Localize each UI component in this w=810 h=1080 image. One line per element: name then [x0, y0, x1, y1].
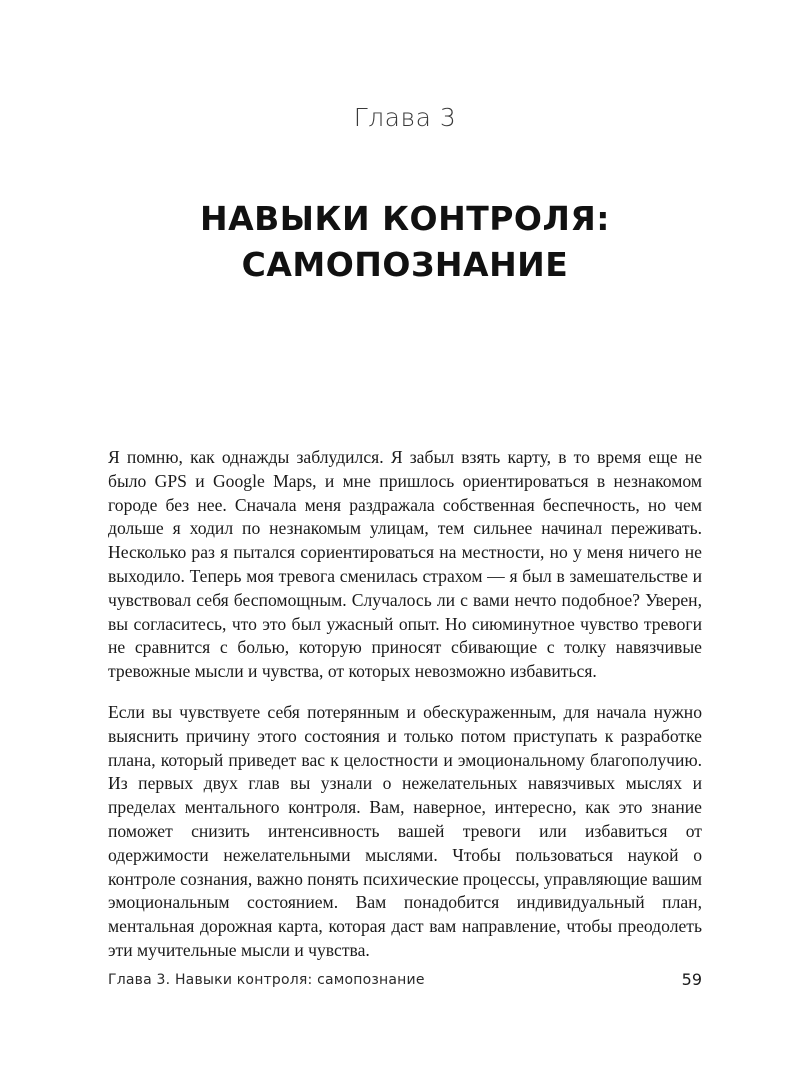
paragraph-1: Я помню, как однажды заблудился. Я забыл взять карту, в то время еще не было GPS и Google Maps, и мне пришлось ориентироваться в незнакомом городе без нее. Сначала меня раздражала собственная беспечность, но чем дольше я ходил по незнакомым улицам, тем сильнее начинал переживать. Несколько раз я пытался сориентироваться на местности, но у меня ничего не выходило. Теперь моя тревога сменилась страхом — я был в замешательстве и чувствовал себя беспомощным. Случалось ли с вами нечто подобное? Уверен, вы согласитесь, что это был ужасный опыт. Но сиюминутное чувство тревоги не сравнится с болью, которую приносят сбивающие с толку навязчивые тревожные мысли и чувства, от которых невозможно избавиться.: [108, 447, 702, 682]
chapter-title-line-1: НАВЫКИ КОНТРОЛЯ:: [200, 199, 610, 238]
page-number: 59: [681, 970, 702, 989]
body-text: [108, 446, 702, 963]
chapter-title-line-2: САМОПОЗНАНИЕ: [241, 245, 569, 284]
chapter-label: Глава 3: [353, 103, 457, 132]
paragraph-2: Если вы чувствуете себя потерянным и обескураженным, для начала нужно выяснить причину этого состояния и только потом приступать к разработке плана, который приведет вас к целостности и эмоциональному благополучию. Из первых двух глав вы узнали о нежелательных навязчивых мыслях и пределах ментального контроля. Вам, наверное, интересно, как это знание поможет снизить интенсивность вашей тревоги или избавиться от одержимости нежелательными мыслями. Чтобы пользоваться наукой о контроле сознания, важно понять психические процессы, управляющие вашим эмоциональным состоянием. Вам понадобится индивидуальный план, ментальная дорожная карта, которая даст вам направление, чтобы преодолеть эти мучительные мысли и чувства.: [108, 701, 702, 960]
running-footer: Глава 3. Навыки контроля: самопознание: [108, 972, 425, 988]
chapter-title: [0, 196, 810, 288]
